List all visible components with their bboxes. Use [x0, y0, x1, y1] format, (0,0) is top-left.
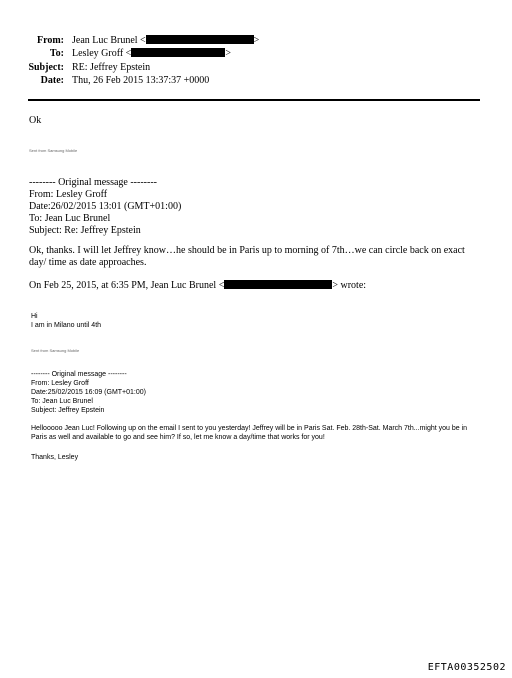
redaction-bar: [131, 48, 225, 57]
original-1-date: Date:26/02/2015 13:01 (GMT+01:00): [29, 201, 182, 212]
from-value: [72, 34, 259, 47]
to-label: To:: [49, 48, 64, 59]
subject-label: Subject:: [28, 62, 64, 73]
redaction-bar: [224, 280, 332, 289]
from-close: >: [253, 35, 260, 46]
original-1-to: To: Jean Luc Brunel: [29, 213, 111, 224]
original-2-divider: -------- Original message --------: [31, 371, 127, 378]
original-1-subject: Subject: Re: Jeffrey Epstein: [29, 225, 141, 236]
bates-number: EFTA00352502: [427, 662, 506, 673]
from-name: Jean Luc Brunel <: [72, 35, 146, 46]
date-value: Thu, 26 Feb 2015 13:37:37 +0000: [72, 75, 210, 86]
header-divider: [28, 99, 480, 101]
reply-body: Ok: [29, 115, 42, 126]
original-2-body: Hellooooo Jean Luc! Following up on the email I sent to you yesterday! Jeffrey will be in Paris Sat. Feb. 28th-Sat. March 7th...might you be in Paris as well and available to go and see him? If so, let me know a day/time that works for you!: [31, 425, 468, 441]
quote-intro: On Feb 25, 2015, at 6:35 PM, Jean Luc Brunel <: [29, 280, 225, 291]
to-value: [72, 47, 231, 60]
date-label: Date:: [40, 75, 64, 86]
quote-attribution: [29, 280, 366, 292]
to-close: >: [225, 48, 231, 59]
original-2-to: To: Jean Luc Brunel: [31, 398, 93, 405]
subject-value: RE: Jeffrey Epstein: [72, 62, 151, 73]
original-2-subject: Subject: Jeffrey Epstein: [31, 407, 105, 414]
original-1-divider: -------- Original message --------: [29, 177, 157, 188]
from-label: From:: [36, 35, 64, 46]
quoted-line: I am in Milano until 4th: [31, 322, 102, 329]
quoted-signature: Sent from Samsung Mobile: [31, 348, 80, 353]
to-name: Lesley Groff <: [72, 48, 132, 59]
reply-signature: Sent from Samsung Mobile: [29, 148, 78, 153]
redaction-bar: [146, 35, 254, 44]
original-2-from: From: Lesley Groff: [31, 380, 89, 387]
original-2-closing: Thanks, Lesley: [31, 454, 79, 461]
original-2-date: Date:25/02/2015 16:09 (GMT+01:00): [31, 389, 146, 396]
original-1-from: From: Lesley Groff: [29, 189, 108, 200]
quoted-greeting: Hi: [31, 313, 38, 320]
original-1-body: Ok, thanks. I will let Jeffrey know…he should be in Paris up to morning of 7th…we can circle back on exact day/ time as date approaches.: [29, 245, 465, 268]
quote-wrote: > wrote:: [332, 280, 367, 291]
